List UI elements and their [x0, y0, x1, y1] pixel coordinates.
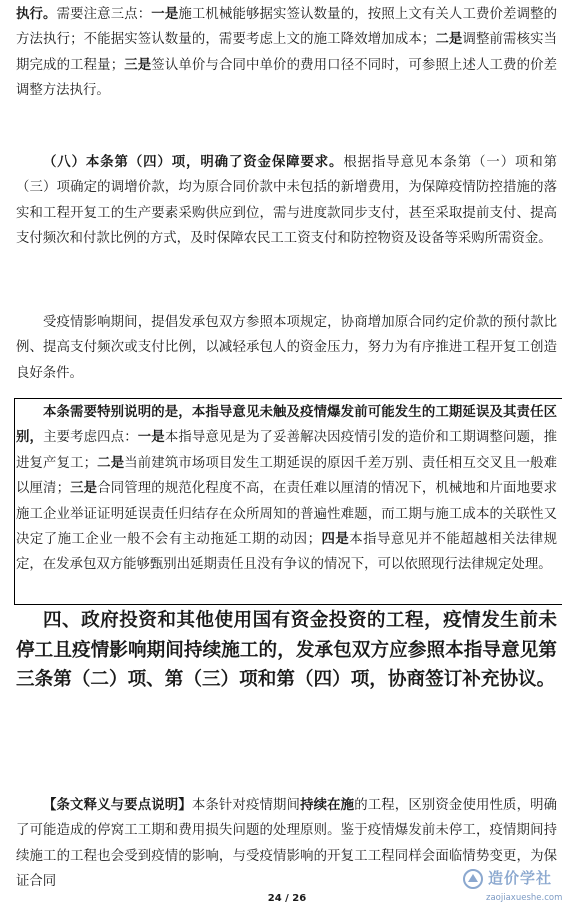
clause-four-heading	[16, 606, 557, 695]
paragraph-construction-machinery	[16, 2, 557, 104]
text-bold: 三是	[124, 57, 152, 73]
text: 当前建筑市场项目发生工期延误的原因千差万别、责任相互交叉且一般难以厘清；	[16, 455, 558, 497]
text-bold: 二是	[435, 32, 463, 48]
paragraph-special-note	[16, 400, 557, 578]
section-heading: （八）本条第（四）项，明确了资金保障要求。	[43, 155, 344, 170]
text-bold: 二是	[97, 455, 125, 471]
paragraph-funding-guarantee	[16, 150, 557, 252]
text-bold: 持续在施	[300, 798, 355, 813]
text: 的工程，区别资金使用性质，明确了可能造成的停窝工工期和费用损失问题的处理原则。鉴于疫情爆发前未停工，疫情期间持续施工的工程也会受到疫情的影响，与受疫情影响的开复工工程同样会面临情势变更，为保证合同	[16, 798, 557, 890]
text: 本指导意见并不能超越相关法律规定，在发承包双方能够甄别出延期责任且没有争议的情况下，可以依照现行法律规定处理。	[16, 532, 558, 573]
text: 主要考虑四点：	[43, 430, 138, 446]
text: 本指导意见是为了妥善解决因疫情引发的造价和工期调整问题，推进复产复工；	[16, 430, 558, 471]
text-bold: 执行。	[16, 7, 57, 22]
text: 四、政府投资和其他使用国有资金投资的工程，疫情发生前未停工且疫情影响期间持续施工的，发承包双方应参照本指导意见第三条第（二）项、第（三）项和第（四）项，协商签订补充协议。	[16, 610, 557, 690]
watermark-title: 造价学社	[488, 869, 553, 887]
page-number: 24 / 26	[267, 893, 307, 904]
text-bold: 一是	[151, 7, 179, 22]
text: 调整前需核实当期完成的工程量；	[16, 32, 558, 73]
text: 需要注意三点：	[56, 7, 152, 22]
text-bold: 【条文释义与要点说明】	[43, 798, 192, 813]
note-box-left-border	[14, 398, 15, 604]
text-bold: 四是	[320, 532, 350, 548]
text: 根据指导意见本条第（一）项和第（三）项确定的调增价款，均为原合同价款中未包括的新增费用，为保障疫情防控措施的落实和工程开复工的生产要素采购供应到位，需与进度款同步支付，甚至采取提前支付、提高支付频次和付款比例的方式，及时保障农民工工资支付和防控物资及设备等采购所需资金。	[16, 155, 558, 247]
text: 本条针对疫情期间	[191, 798, 301, 813]
paragraph-prepayment	[16, 310, 557, 386]
text-bold: 三是	[69, 481, 98, 497]
text-bold: 本条需要特别说明的是，本指导意见未触及疫情爆发前可能发生的工期延误及其责任区别，	[16, 405, 557, 446]
text: 施工机械能够据实签认数量的，按照上文有关人工费价差调整的方法执行；不能据实签认数量的，需要考虑上文的施工降效增加成本；	[16, 7, 558, 48]
text-bold: 一是	[137, 430, 165, 446]
logo-icon	[462, 868, 484, 890]
watermark-url: zaojiaxueshe.com	[486, 893, 563, 903]
text: 受疫情影响期间，提倡发承包双方参照本项规定，协商增加原合同约定价款的预付款比例、提高支付频次或支付比例，以减轻承包人的资金压力，努力为有序推进工程开复工创造良好条件。	[16, 315, 557, 381]
note-box-bottom-border	[14, 604, 562, 605]
watermark-logo	[462, 866, 570, 910]
note-box-top-border	[14, 398, 562, 399]
text: 签认单价与合同中单价的费用口径不同时，可参照上述人工费的价差调整方法执行。	[16, 57, 558, 99]
text: 合同管理的规范化程度不高，在责任难以厘清的情况下，机械地和片面地要求施工企业举证证明延误责任归结存在众所周知的普遍性难题，而工期与施工成本的关联性又决定了施工企业一般不会有主动拖延工期的动因；	[16, 481, 558, 548]
